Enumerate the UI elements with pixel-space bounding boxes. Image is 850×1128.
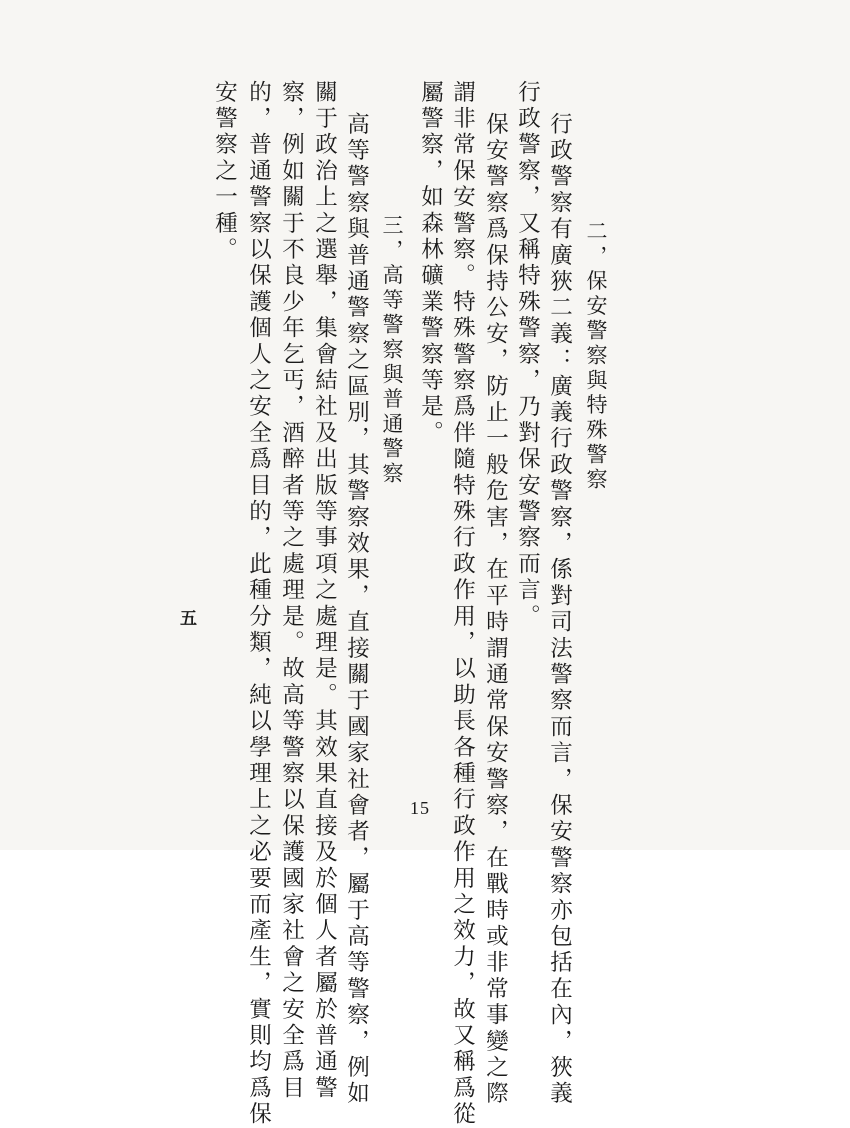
text-column: 行政警察有廣狹二義：廣義行政警察，係對司法警察而言，保安警察亦包括在內，狹義 <box>546 112 573 1108</box>
text-column: 保安警察爲保持公安，防止一般危害，在平時謂通常保安警察，在戰時或非常事變之際 <box>482 112 509 1108</box>
text-column: 屬警察，如森林礦業警察等是。 <box>417 80 444 447</box>
section-heading-3: 三，高等警察與普通警察 <box>380 214 404 487</box>
text-column: 行政警察，又稱特殊警察，乃對保安警察而言。 <box>514 80 541 631</box>
section-heading-2: 二，保安警察與特殊警察 <box>584 220 608 493</box>
text-column: 察，例如關于不良少年乞丐，酒醉者等之處理是。故高等警察以保護國家社會之安全爲目 <box>278 80 305 1102</box>
text-column: 的，普通警察以保護個人之安全爲目的，此種分類，純以學理上之必要而產生，實則均爲保 <box>245 80 272 1128</box>
text-column: 安警察之一種。 <box>211 80 238 264</box>
chapter-page-number: 五 <box>180 609 197 629</box>
page-number: 15 <box>410 798 430 818</box>
text-column: 關于政治上之選舉，集會結社及出版等事項之處理是。其效果直接及於個人者屬於普通警 <box>311 80 338 1102</box>
text-column: 高等警察與普通警察之區別，其警察效果，直接關于國家社會者，屬于高等警察，例如 <box>343 112 370 1108</box>
text-column: 謂非常保安警察。特殊警察爲伴隨特殊行政作用，以助長各種行政作用之效力，故又稱爲從 <box>449 80 476 1128</box>
